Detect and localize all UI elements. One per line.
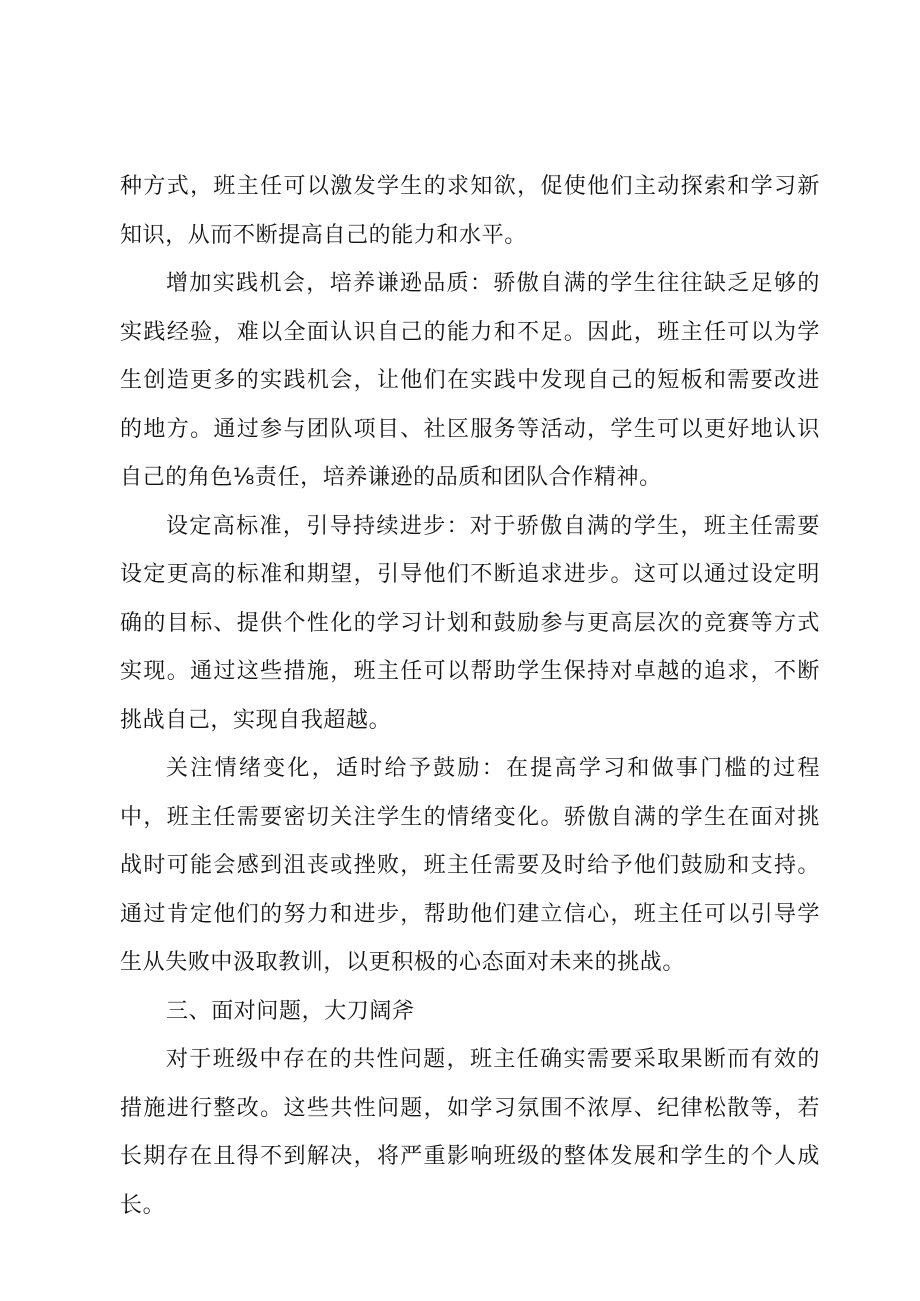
paragraph-high-standards: 设定高标准，引导持续进步：对于骄傲自满的学生，班主任需要设定更高的标准和期望，引导他们不断追求进步。这可以通过设定明确的目标、提供个性化的学习计划和鼓励参与更高层次的竞赛等方式实现。通过这些措施，班主任可以帮助学生保持对卓越的追求，不断挑战自己，实现自我超越。 (120, 513, 820, 733)
paragraph-practice-opportunities: 增加实践机会，培养谦逊品质：骄傲自满的学生往往缺乏足够的实践经验，难以全面认识自己的能力和不足。因此，班主任可以为学生创造更多的实践机会，让他们在实践中发现自己的短板和需要改进的地方。通过参与团队项目、社区服务等活动，学生可以更好地认识自己的角色⅛责任，培养谦逊的品质和团队合作精神。 (120, 271, 820, 490)
paragraph-emotional-attention: 关注情绪变化，适时给予鼓励：在提高学习和做事门槛的过程中，班主任需要密切关注学生的情绪变化。骄傲自满的学生在面对挑战时可能会感到沮丧或挫败，班主任需要及时给予他们鼓励和支持。通过肯定他们的努力和进步，帮助他们建立信心，班主任可以引导学生从失败中汲取教训，以更积极的心态面对未来的挑战。 (120, 756, 820, 975)
section-heading-face-problems: 三、面对问题，大刀阔斧 (166, 998, 415, 1024)
document-body (120, 163, 820, 1230)
paragraph-common-issues: 对于班级中存在的共性问题，班主任确实需要采取果断而有效的措施进行整改。这些共性问题，如学习氛围不浓厚、纪律松散等，若长期存在且得不到解决，将严重影响班级的整体发展和学生的个人成长。 (120, 1047, 820, 1218)
paragraph-continuation: 种方式，班主任可以激发学生的求知欲，促使他们主动探索和学习新知识，从而不断提高自己的能力和水平。 (120, 174, 820, 248)
